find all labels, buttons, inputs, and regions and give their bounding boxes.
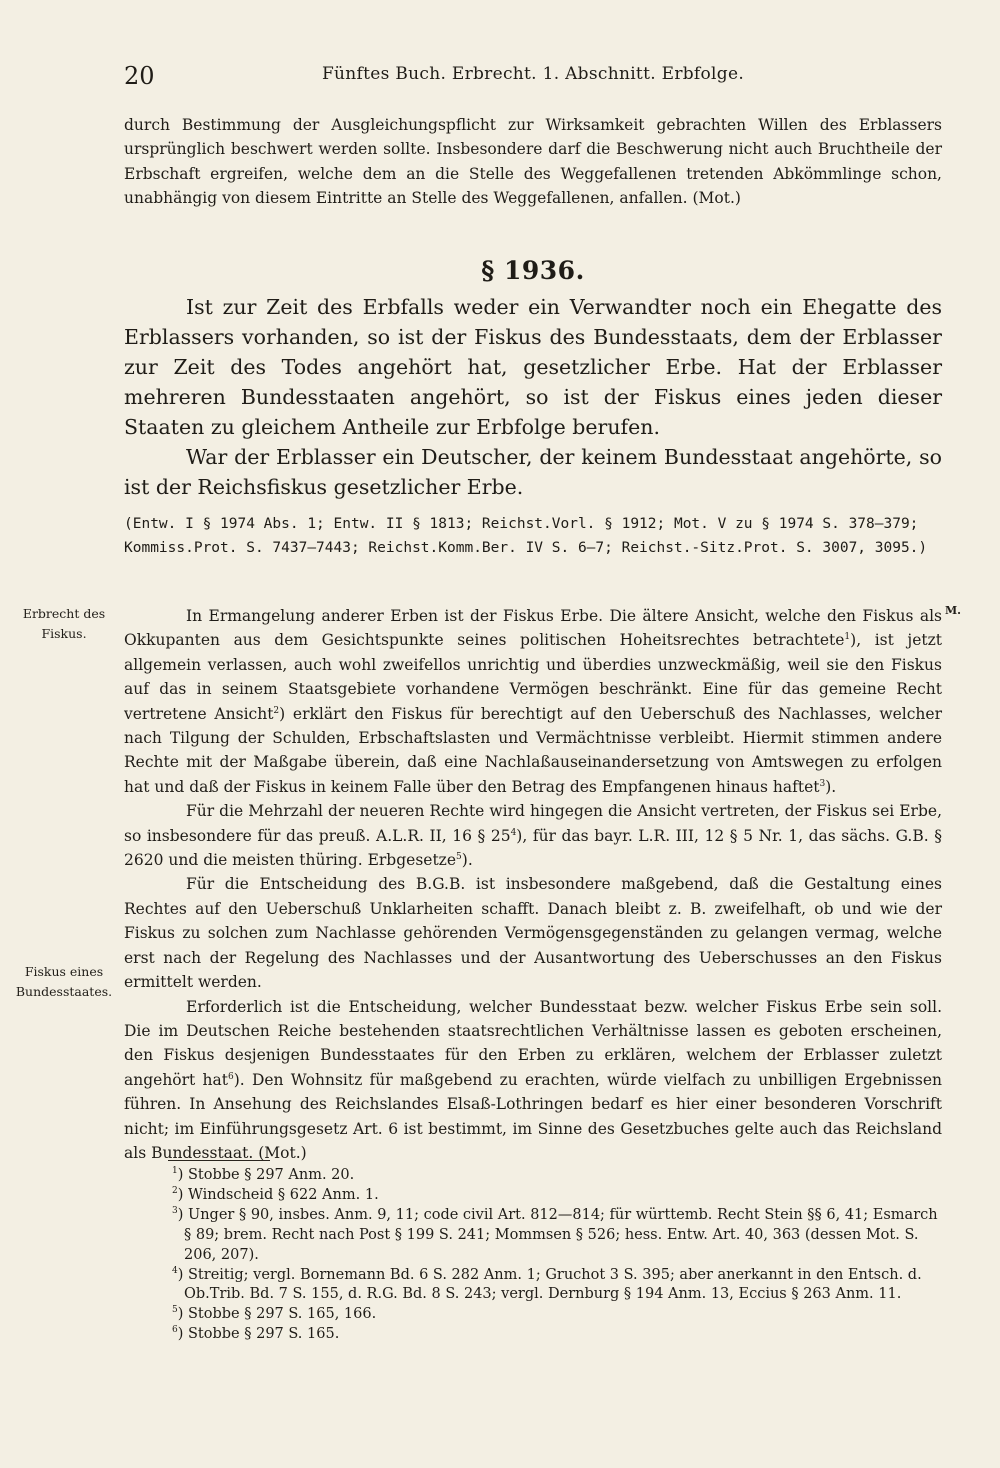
legislative-references: (Entw. I § 1974 Abs. 1; Entw. II § 1813; Reichst.Vorl. § 1912; Mot. V zu § 1974 S. 378–379; Kommiss.Prot. S. 7437–7443; Reichst.Komm.Ber. IV S. 6–7; Reichst.-Sitz.Prot. S. 3007, 3095.) xyxy=(124,516,928,556)
text-run: Für die Mehrzahl der neueren Rechte wird hingegen die Ansicht vertreten, der Fiskus sei Erbe, so insbesondere für das preuß. A.L.R. II, 16 § 25 xyxy=(124,802,942,845)
continuation-paragraph: durch Bestimmung der Ausgleichungspflicht zur Wirksamkeit gebrachten Willen des Erblassers ursprünglich beschwert werden sollte. Insbesondere darf die Beschwerung nicht auch Bruchtheile der Erbschaft ergreifen, welche dem an die Stelle des Weggefallenen tretenden Abkömmlinge schon, unabhängig von diesem Eintritte an Stelle des Weggefallenen, anfallen. (Mot.) xyxy=(124,116,942,208)
footnote xyxy=(124,1305,942,1325)
statute-paragraph-1: Ist zur Zeit des Erbfalls weder ein Verwandter noch ein Ehegatte des Erblassers vorhanden, so ist der Fiskus des Bundesstaats, dem der Erblasser zur Zeit des Todes angehört hat, gesetzlicher Erbe. Hat der Erblasser mehreren Bundesstaaten angehört, so ist der Fiskus eines jeden dieser Staaten zu gleichem Antheile zur Erbfolge berufen. xyxy=(124,295,942,439)
text-run: ), ist jetzt allgemein verlassen, auch wohl zweifellos unrichtig und überdies unzweckmäßig, weil sie den Fiskus auf das in seinem Staatsgebiete vorhandene Vermögen beschränkt. Eine für das gemeine Recht vertretene Ansicht xyxy=(124,631,942,723)
text-run: ). Den Wohnsitz für maßgebend zu erachten, würde vielfach zu unbilligen Ergebnissen führen. In Ansehung des Reichslandes Elsaß-Lothringen bedarf es hier einer besonderen Vorschrift nicht; im Einführungsgesetz Art. 6 ist bestimmt, im Sinne des Gesetzbuches gelte auch das Reichsland als Bundesstaat. (Mot.) xyxy=(124,1070,942,1162)
footnote-text: ) Stobbe § 297 Anm. 20. xyxy=(177,1167,355,1183)
statute-text xyxy=(124,292,942,502)
commentary-paragraph xyxy=(124,604,942,799)
footnote-text: ) Streitig; vergl. Bornemann Bd. 6 S. 282 Anm. 1; Gruchot 3 S. 395; aber anerkannt in den Entsch. d. Ob.Trib. Bd. 7 S. 155, d. R.G. Bd. 8 S. 243; vergl. Dernburg § 194 Anm. 13, Eccius § 263 Anm. 11. xyxy=(177,1266,922,1303)
margin-marker: M. xyxy=(945,604,962,617)
footnote-text: ) Stobbe § 297 S. 165, 166. xyxy=(177,1306,377,1323)
commentary xyxy=(124,604,942,1165)
footnote-text: ) Unger § 90, insbes. Anm. 9, 11; code civil Art. 812—814; für württemb. Recht Stein §§ 6, 41; Esmarch § 89; brem. Recht nach Post § 199 S. 241; Mommsen § 526; hess. Entw. Art. 40, 363 (dessen Mot. S. 206, 207). xyxy=(177,1206,938,1263)
margin-note-erbrecht-des-fiskus: Erbrecht des Fiskus. xyxy=(22,606,106,641)
footnote-mark: 1 xyxy=(172,1166,178,1177)
commentary-paragraph xyxy=(124,995,942,1166)
section-heading: § 1936. xyxy=(481,256,585,285)
text-run: ). xyxy=(461,851,473,870)
footnote-ref: 5 xyxy=(456,851,462,862)
footnote xyxy=(124,1325,942,1345)
text-run: ), für das bayr. L.R. III, 12 § 5 Nr. 1, das sächs. G.B. § 2620 und die meisten thüring. Erbgesetze xyxy=(124,826,942,870)
footnote-divider xyxy=(168,1160,270,1161)
footnote-ref: 1 xyxy=(844,632,851,643)
commentary-paragraph xyxy=(124,799,942,872)
footnote-text: ) Windscheid § 622 Anm. 1. xyxy=(177,1186,379,1203)
margin-note-fiskus-eines-bundesstaates: Fiskus eines Bundesstaates. xyxy=(15,964,113,999)
footnote xyxy=(124,1186,942,1206)
page-number: 20 xyxy=(124,62,155,90)
footnote-ref: 4 xyxy=(510,827,517,838)
running-head: Fünftes Buch. Erbrecht. 1. Abschnitt. Erbfolge. xyxy=(321,64,745,84)
footnote-ref: 3 xyxy=(819,778,826,789)
footnote-mark: 6 xyxy=(172,1325,178,1336)
statute-paragraph-2: War der Erblasser ein Deutscher, der keinem Bundesstaat angehörte, so ist der Reichsfiskus gesetzlicher Erbe. xyxy=(124,445,942,499)
footnote-ref: 6 xyxy=(227,1071,234,1082)
footnote xyxy=(124,1266,942,1306)
footnote-mark: 5 xyxy=(172,1305,178,1316)
footnote-mark: 3 xyxy=(172,1205,178,1216)
text-run: In Ermangelung anderer Erben ist der Fiskus Erbe. Die ältere Ansicht, welche den Fiskus als Okkupanten aus dem Gesichtspunkte seines politischen Hoheitsrechtes betrachtete xyxy=(124,607,942,650)
footnote-mark: 2 xyxy=(172,1186,178,1197)
footnote xyxy=(124,1206,942,1266)
text-run: Erforderlich ist die Entscheidung, welcher Bundesstaat bezw. welcher Fiskus Erbe sein soll. Die im Deutschen Reiche bestehenden staatsrechtlichen Verhältnisse lassen es geboten erscheinen, den Fiskus desjenigen Bundesstaates für den Erben zu erklären, welchem der Erblasser zuletzt angehört hat xyxy=(124,997,942,1089)
footnote-text: ) Stobbe § 297 S. 165. xyxy=(177,1326,340,1343)
commentary-paragraph: Für die Entscheidung des B.G.B. ist insbesondere maßgebend, daß die Gestaltung eines Rechtes auf den Ueberschuß Unklarheiten schafft. Danach bleibt z. B. zweifelhaft, ob und wie der Fiskus zu solchen zum Nachlasse gehörenden Vermögensgegenständen zu gelangen vermag, welche erst nach der Regelung des Nachlasses und der Ausantwortung des Ueberschusses an den Fiskus ermittelt werden. xyxy=(124,875,942,992)
footnotes xyxy=(124,1166,942,1345)
text-run: ) erklärt den Fiskus für berechtigt auf den Ueberschuß des Nachlasses, welcher nach Tilgung der Schulden, Erbschaftslasten und Vermächtnisse verbleibt. Hiermit stimmen andere Rechte mit der Maßgabe überein, daß eine Nachlaßauseinandersetzung von Amtswegen zu erfolgen hat und daß der Fiskus in keinem Falle über den Betrag des Empfangenen hinaus haftet xyxy=(124,704,942,796)
footnote-ref: 2 xyxy=(273,705,280,716)
page-header xyxy=(124,62,942,92)
text-run: ). xyxy=(825,777,837,796)
footnote xyxy=(124,1166,942,1186)
footnote-mark: 4 xyxy=(172,1265,178,1276)
